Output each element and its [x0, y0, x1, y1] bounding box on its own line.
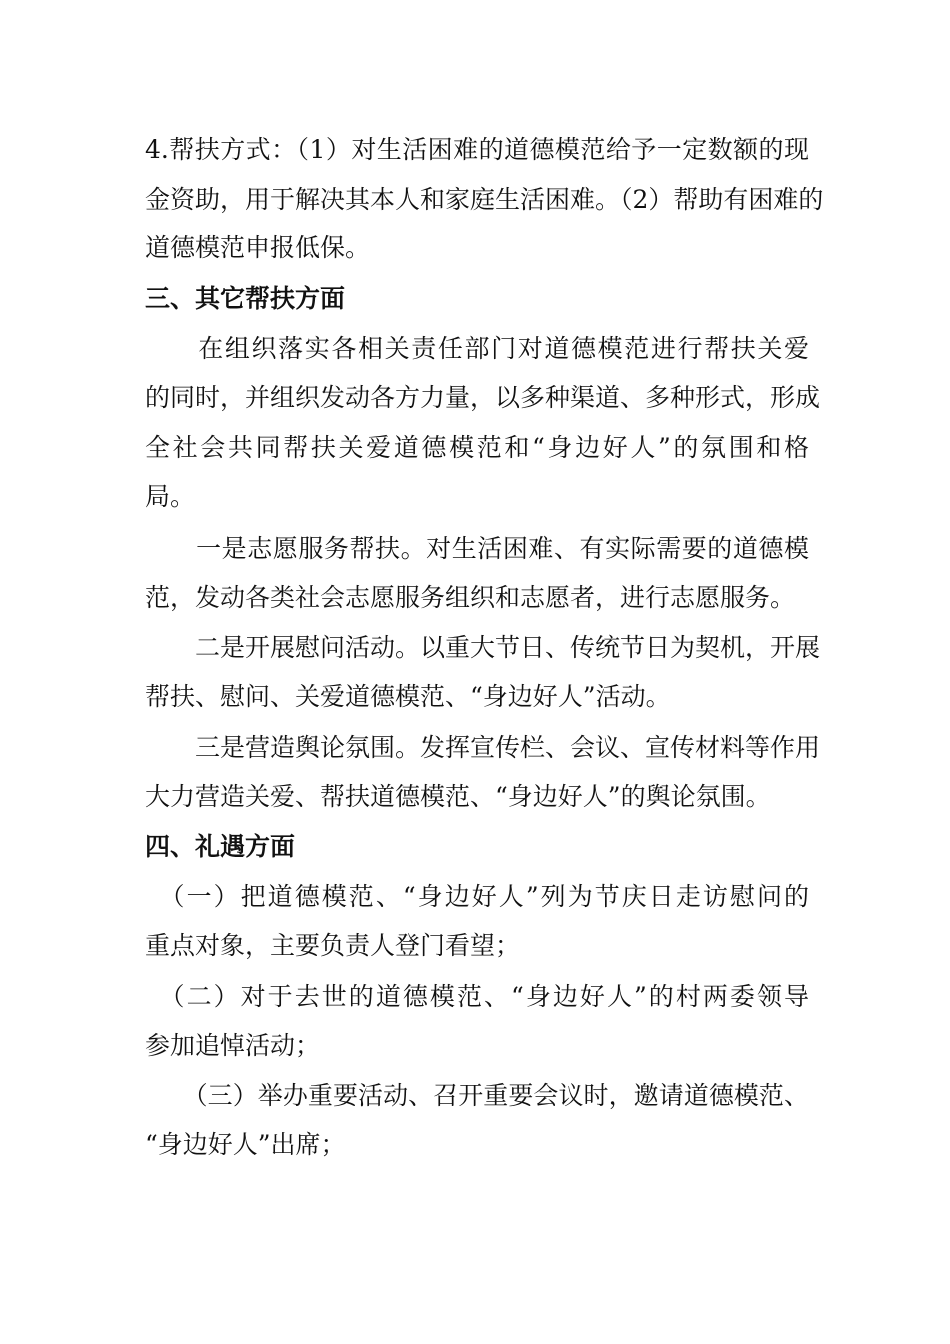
paragraph-line-1: 4.帮扶方式：（1）对生活困难的道德模范给予一定数额的现: [145, 135, 809, 164]
paragraph-line-13: 三是营造舆论氛围。发挥宣传栏、会议、宣传材料等作用: [145, 733, 821, 762]
paragraph-line-9: 一是志愿服务帮扶。对生活困难、有实际需要的道德模: [145, 534, 809, 563]
paragraph-line-14: 大力营造关爱、帮扶道德模范、“身边好人”的舆论氛围。: [145, 782, 771, 811]
paragraph-line-5: 在组织落实各相关责任部门对道德模范进行帮扶关爱: [145, 334, 809, 363]
paragraph-line-8: 局。: [145, 482, 196, 511]
paragraph-line-10: 范，发动各类社会志愿服务组织和志愿者，进行志愿服务。: [145, 583, 796, 612]
paragraph-line-19: 参加追悼活动；: [145, 1031, 321, 1060]
paragraph-line-20: （三）举办重要活动、召开重要会议时，邀请道德模范、: [145, 1081, 809, 1110]
paragraph-line-2: 金资助，用于解决其本人和家庭生活困难。（2）帮助有困难的: [145, 185, 824, 214]
paragraph-line-17: 重点对象，主要负责人登门看望；: [145, 931, 521, 960]
paragraph-line-12: 帮扶、慰问、关爱道德模范、“身边好人”活动。: [145, 682, 671, 711]
paragraph-line-21: “身边好人”出席；: [145, 1130, 346, 1159]
section-heading-4: 四、礼遇方面: [145, 832, 296, 861]
paragraph-line-3: 道德模范申报低保。: [145, 233, 371, 262]
paragraph-line-18: （二）对于去世的道德模范、“身边好人”的村两委领导: [145, 982, 809, 1011]
paragraph-line-6: 的同时，并组织发动各方力量，以多种渠道、多种形式，形成: [145, 383, 821, 412]
section-heading-3: 三、其它帮扶方面: [145, 284, 346, 313]
paragraph-line-16: （一）把道德模范、“身边好人”列为节庆日走访慰问的: [145, 882, 809, 911]
paragraph-line-11: 二是开展慰问活动。以重大节日、传统节日为契机，开展: [145, 633, 821, 662]
paragraph-line-7: 全社会共同帮扶关爱道德模范和“身边好人”的氛围和格: [145, 433, 809, 462]
